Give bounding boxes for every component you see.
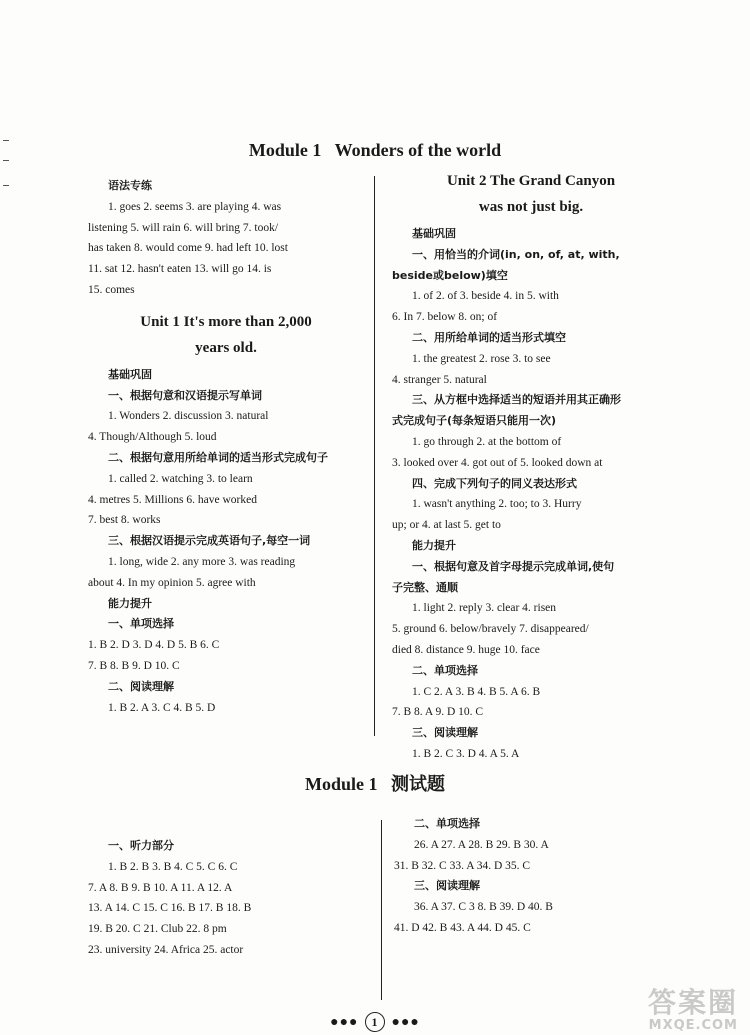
answer-line: 15. comes bbox=[88, 283, 135, 296]
answer-line: 6. In 7. below 8. on; of bbox=[392, 311, 498, 324]
section-heading: 二、单项选择 bbox=[414, 817, 480, 830]
answer-line: 1. B 2. B 3. B 4. C 5. C 6. C bbox=[108, 860, 238, 873]
section-heading: 二、单项选择 bbox=[412, 663, 478, 677]
column-divider bbox=[374, 176, 375, 736]
answer-line: 7. B 8. A 9. D 10. C bbox=[392, 706, 484, 719]
section-heading: 一、用恰当的介词(in, on, of, at, with, bbox=[412, 247, 620, 261]
section-heading: 三、阅读理解 bbox=[412, 726, 478, 740]
section-heading: 二、阅读理解 bbox=[108, 679, 174, 693]
unit-title: Unit 2 The Grand Canyon bbox=[446, 173, 616, 189]
answer-line: died 8. distance 9. huge 10. face bbox=[392, 643, 540, 656]
answer-line: 7. best 8. works bbox=[88, 514, 161, 527]
answer-line: 41. D 42. B 43. A 44. D 45. C bbox=[394, 921, 531, 934]
section-heading: 一、单项选择 bbox=[108, 617, 174, 631]
section-heading: 一、听力部分 bbox=[108, 839, 174, 852]
answer-line: 1. go through 2. at the bottom of bbox=[412, 435, 562, 448]
right-column bbox=[392, 168, 670, 765]
answer-line: 13. A 14. C 15. C 16. B 17. B 18. B bbox=[88, 902, 252, 915]
margin-mark bbox=[3, 185, 9, 186]
module-title: Module 1 Wonders of the world bbox=[248, 140, 502, 160]
section-heading: 三、从方框中选择适当的短语并用其正确形 bbox=[412, 393, 621, 407]
section-heading: 能力提升 bbox=[108, 596, 152, 610]
dots-decoration-icon: ●●● bbox=[391, 1015, 420, 1030]
answer-line: 31. B 32. C 33. A 34. D 35. C bbox=[394, 859, 531, 872]
answer-line: about 4. In my opinion 5. agree with bbox=[88, 576, 256, 589]
dots-decoration-icon: ●●● bbox=[330, 1015, 359, 1030]
answer-line: 1. light 2. reply 3. clear 4. risen bbox=[412, 602, 557, 615]
answer-line: 1. goes 2. seems 3. are playing 4. was bbox=[108, 200, 282, 213]
answer-line: 19. B 20. C 21. Club 22. 8 pm bbox=[88, 923, 227, 936]
section-heading: 基础巩固 bbox=[108, 367, 152, 381]
unit-title: years old. bbox=[195, 339, 257, 356]
test-title: Module 1 测试题 bbox=[304, 774, 445, 794]
answer-line: 7. B 8. B 9. D 10. C bbox=[88, 659, 180, 672]
watermark-logo: 答案圈 bbox=[647, 986, 738, 1019]
left-column bbox=[88, 176, 364, 718]
section-heading: 二、根据句意用所给单词的适当形式完成句子 bbox=[108, 450, 328, 464]
answer-line: 1. B 2. A 3. C 4. B 5. D bbox=[108, 701, 216, 714]
section-heading: 四、完成下列句子的同义表达形式 bbox=[412, 476, 577, 490]
watermark bbox=[648, 988, 738, 1033]
answer-line: 1. long, wide 2. any more 3. was reading bbox=[108, 555, 296, 568]
section-heading: 式完成句子(每条短语只能用一次) bbox=[392, 414, 557, 428]
answer-line: 4. Though/Although 5. loud bbox=[88, 431, 217, 444]
answer-line: 1. wasn't anything 2. too; to 3. Hurry bbox=[412, 498, 582, 511]
page-footer bbox=[0, 1012, 750, 1032]
answer-line: up; or 4. at last 5. get to bbox=[392, 519, 501, 532]
unit-title: was not just big. bbox=[478, 199, 584, 215]
answer-line: 3. looked over 4. got out of 5. looked down at bbox=[392, 456, 603, 469]
answer-line: 4. metres 5. Millions 6. have worked bbox=[88, 493, 257, 506]
answer-line: listening 5. will rain 6. will bring 7. took/ bbox=[88, 221, 279, 234]
test-right-column bbox=[394, 814, 678, 939]
answer-line: 7. A 8. B 9. B 10. A 11. A 12. A bbox=[88, 881, 233, 894]
answer-line: 1. C 2. A 3. B 4. B 5. A 6. B bbox=[412, 685, 541, 698]
watermark-url: MXQE.COM bbox=[648, 1018, 738, 1033]
answer-line: 5. ground 6. below/bravely 7. disappeared/ bbox=[392, 623, 589, 636]
section-heading: 语法专练 bbox=[108, 179, 152, 192]
unit-title: Unit 1 It's more than 2,000 bbox=[140, 313, 312, 330]
answer-line: 4. stranger 5. natural bbox=[392, 373, 487, 386]
section-heading: 基础巩固 bbox=[412, 227, 456, 240]
answer-line: 23. university 24. Africa 25. actor bbox=[88, 943, 244, 956]
answer-line: 1. B 2. D 3. D 4. D 5. B 6. C bbox=[88, 639, 220, 652]
page-number: 1 bbox=[365, 1012, 385, 1032]
section-heading: 二、用所给单词的适当形式填空 bbox=[412, 330, 566, 344]
answer-line: 11. sat 12. hasn't eaten 13. will go 14. is bbox=[88, 263, 272, 276]
section-heading: 一、根据句意和汉语提示写单词 bbox=[108, 388, 262, 402]
test-left-column bbox=[88, 836, 372, 961]
answer-line: 1. of 2. of 3. beside 4. in 5. with bbox=[412, 290, 559, 303]
section-heading: beside或below)填空 bbox=[392, 268, 508, 282]
answer-line: has taken 8. would come 9. had left 10. lost bbox=[88, 242, 288, 255]
section-heading: 三、阅读理解 bbox=[414, 879, 480, 893]
section-heading: 能力提升 bbox=[412, 538, 456, 552]
column-divider bbox=[381, 820, 382, 1000]
answer-line: 1. called 2. watching 3. to learn bbox=[108, 472, 253, 485]
section-heading: 子完整、通顺 bbox=[392, 580, 458, 594]
answer-line: 1. B 2. C 3. D 4. A 5. A bbox=[412, 747, 520, 760]
answer-line: 1. the greatest 2. rose 3. to see bbox=[412, 352, 551, 365]
answer-line: 1. Wonders 2. discussion 3. natural bbox=[108, 410, 269, 423]
section-heading: 三、根据汉语提示完成英语句子,每空一词 bbox=[108, 534, 311, 548]
answer-line: 26. A 27. A 28. B 29. B 30. A bbox=[414, 838, 549, 851]
section-heading: 一、根据句意及首字母提示完成单词,使句 bbox=[412, 559, 615, 573]
answer-line: 36. A 37. C 3 8. B 39. D 40. B bbox=[414, 901, 553, 914]
